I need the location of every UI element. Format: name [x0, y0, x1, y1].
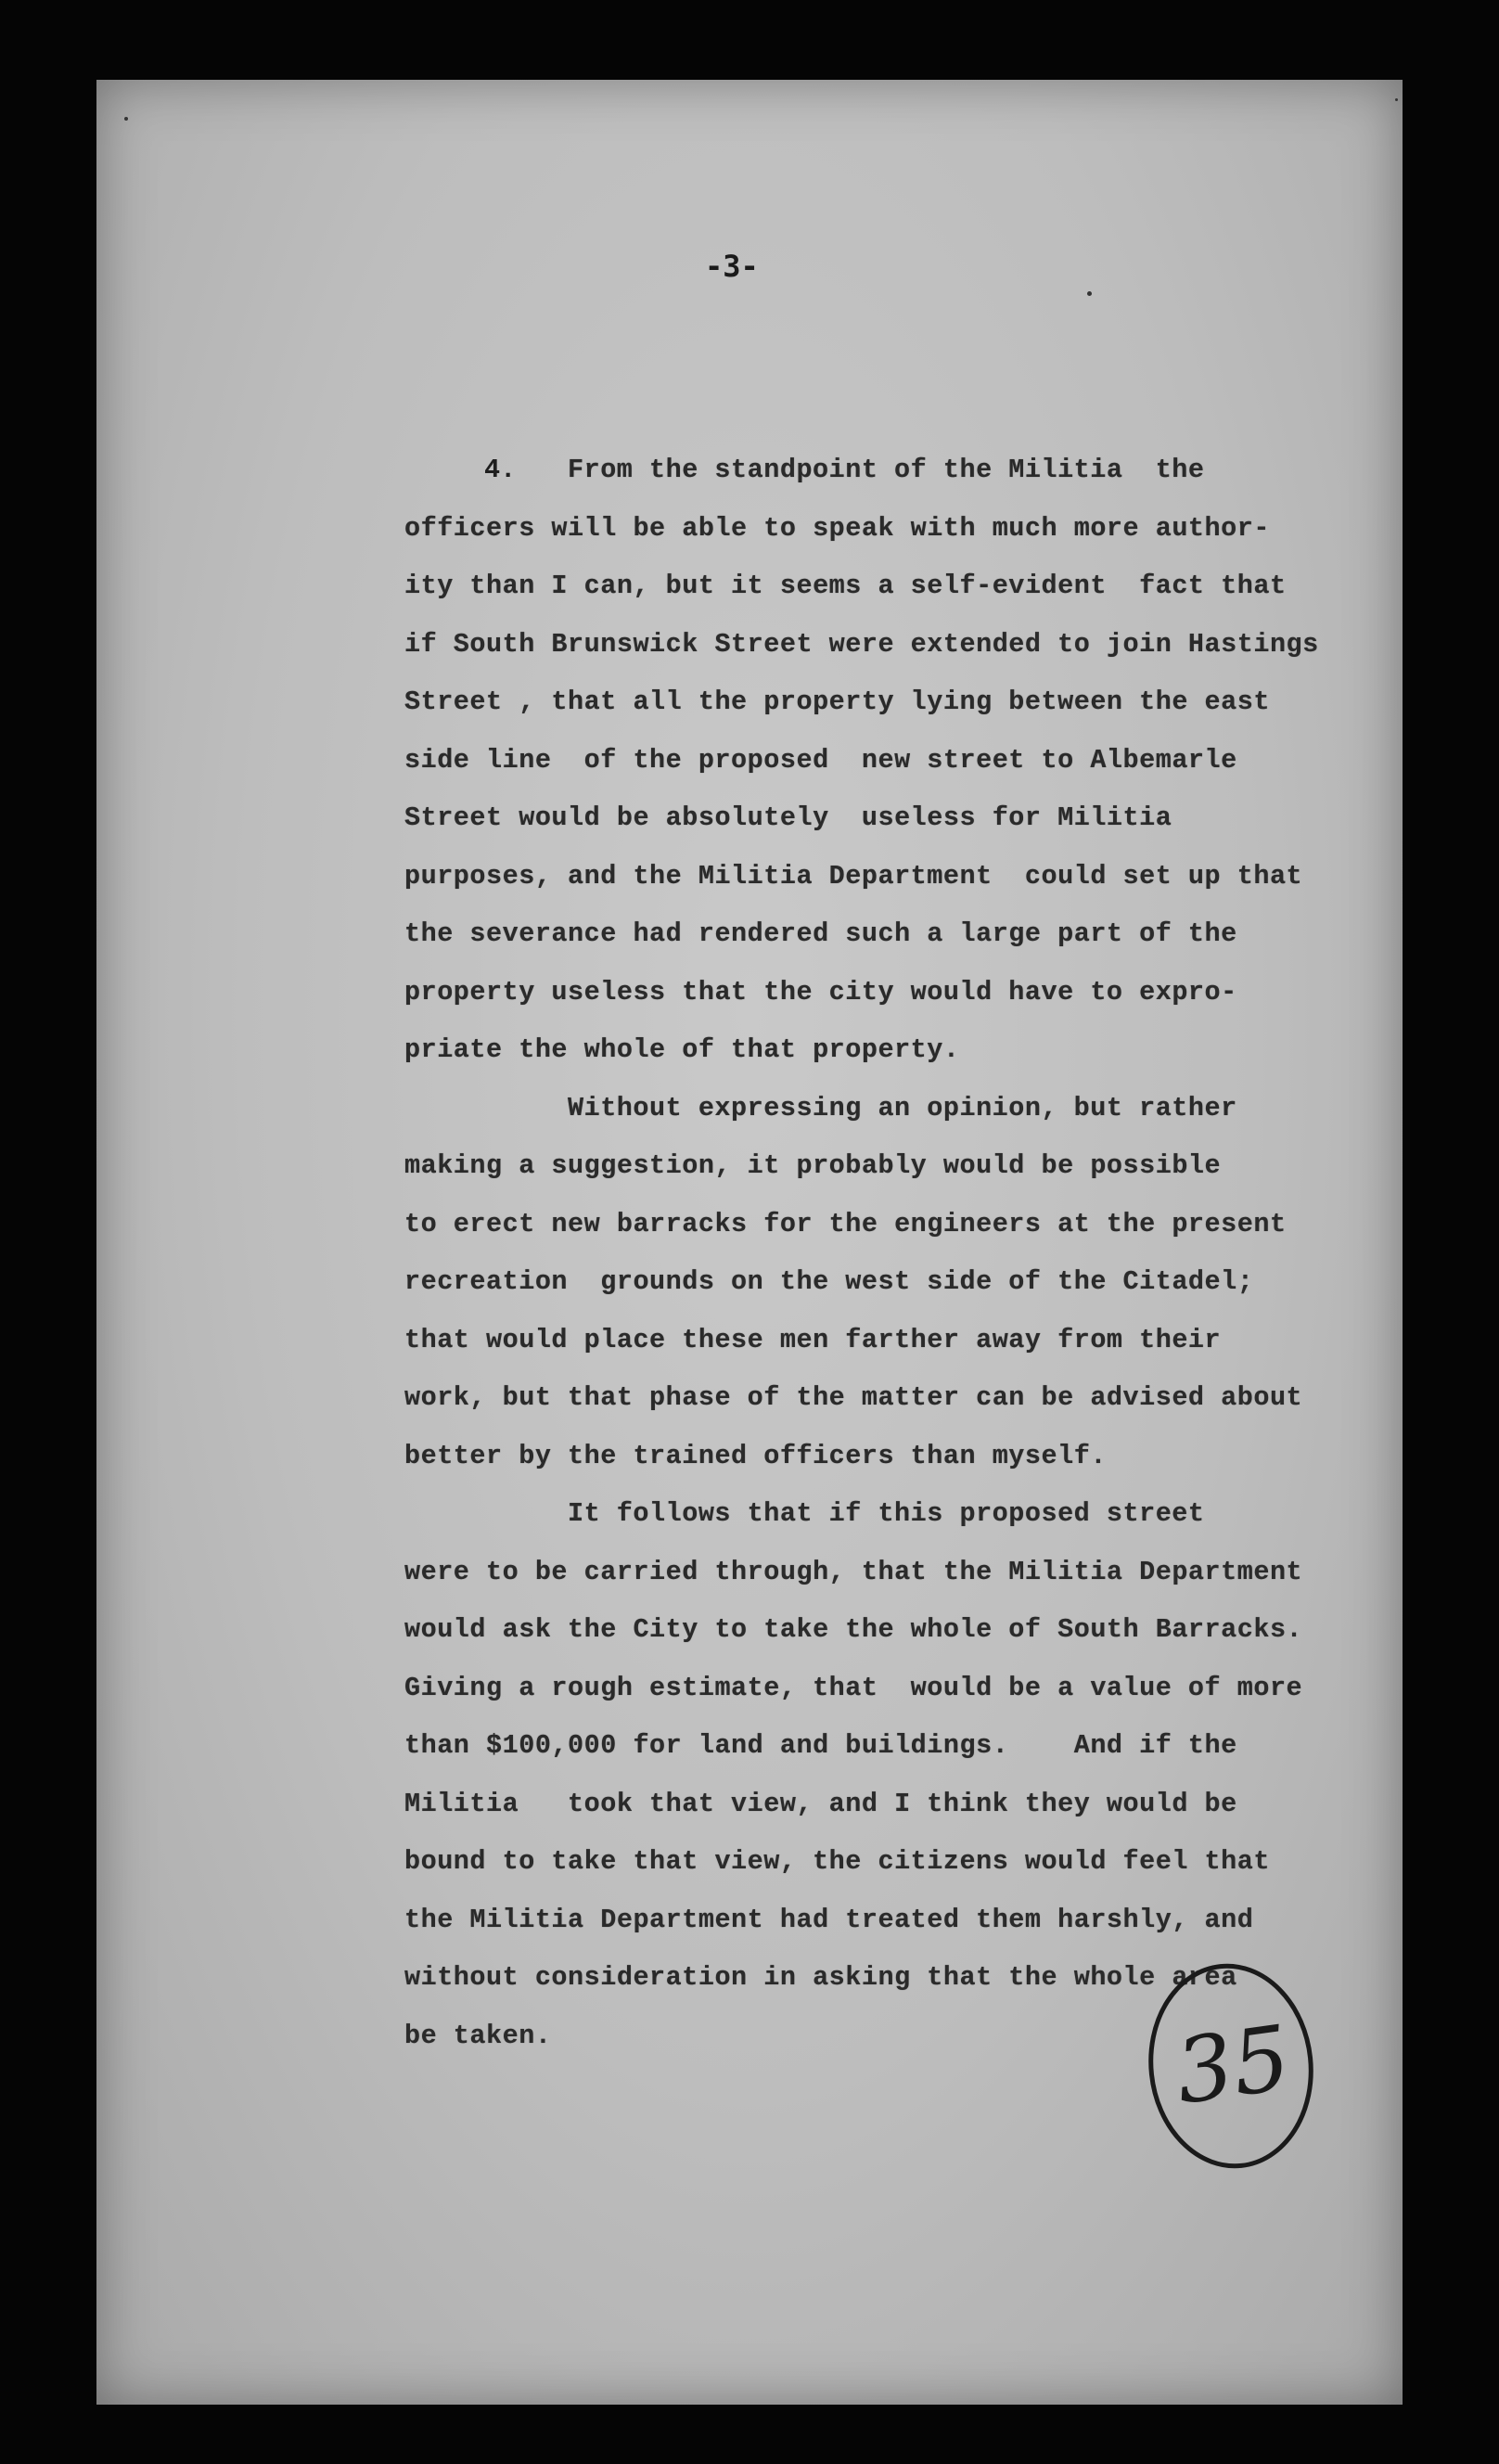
- text-line: It follows that if this proposed street: [568, 1498, 1205, 1529]
- page-number: -3-: [705, 249, 759, 284]
- text-line: work, but that phase of the matter can be advised about: [404, 1382, 1303, 1413]
- text-line: Giving a rough estimate, that would be a value of more: [404, 1672, 1303, 1703]
- text-line: From the standpoint of the Militia the: [568, 455, 1205, 485]
- text-line: Without expressing an opinion, but rather: [568, 1092, 1237, 1123]
- text-line: Militia took that view, and I think they would be: [404, 1788, 1237, 1819]
- text-line: if South Brunswick Street were extended to join Hastings: [404, 628, 1319, 660]
- text-line: were to be carried through, that the Militia Department: [404, 1556, 1303, 1587]
- text-line: to erect new barracks for the engineers at the present: [404, 1208, 1287, 1239]
- text-line: ity than I can, but it seems a self-evident fact that: [404, 571, 1287, 601]
- text-line: better by the trained officers than myself.: [404, 1440, 1107, 1471]
- text-line: officers will be able to speak with much more author-: [404, 512, 1270, 544]
- text-line: than $100,000 for land and buildings. And if the: [404, 1730, 1237, 1761]
- text-line: recreation grounds on the west side of the Citadel;: [404, 1266, 1254, 1297]
- text-line: property useless that the city would have to expro-: [404, 976, 1237, 1007]
- folio-number: 35: [1169, 2006, 1297, 2124]
- text-line: side line of the proposed new street to Albemarle: [404, 744, 1237, 776]
- text-line: Street would be absolutely useless for Militia: [404, 802, 1172, 833]
- text-line: be taken.: [404, 2020, 552, 2051]
- text-line: making a suggestion, it probably would be possible: [404, 1150, 1222, 1181]
- text-line: purposes, and the Militia Department could set up that: [404, 860, 1303, 892]
- text-line: that would place these men farther away from their: [404, 1324, 1222, 1355]
- text-line: the Militia Department had treated them harshly, and: [404, 1904, 1254, 1935]
- text-line: priate the whole of that property.: [404, 1034, 960, 1065]
- text-line: without consideration in asking that the whole area: [404, 1962, 1237, 1993]
- text-line: the severance had rendered such a large part of the: [404, 918, 1237, 949]
- scan-speck: [1087, 291, 1092, 296]
- scan-speck: [124, 117, 128, 121]
- item-number: 4.: [484, 455, 517, 485]
- text-line: Street , that all the property lying between the east: [404, 687, 1270, 717]
- text-line: would ask the City to take the whole of South Barracks.: [404, 1614, 1303, 1645]
- text-line: bound to take that view, the citizens would feel that: [404, 1846, 1270, 1877]
- scan-speck: [1395, 98, 1398, 101]
